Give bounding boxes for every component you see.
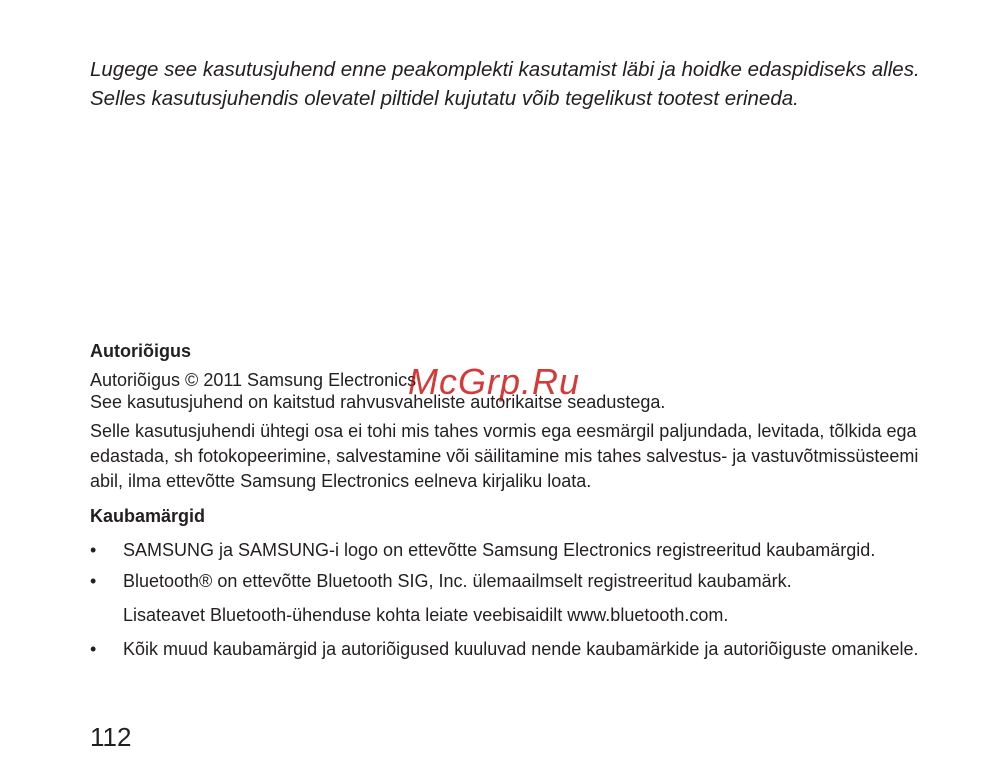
bullet-icon: • [90, 571, 97, 591]
trademarks-list-continued [90, 638, 930, 661]
copyright-protection-text: See kasutusjuhend on kaitstud rahvusvaheliste autorikaitse seadustega. [90, 392, 666, 412]
bluetooth-info-text: Lisateavet Bluetooth-ühenduse kohta leiate veebisaidilt www.bluetooth.com. [123, 605, 729, 625]
bullet-icon: • [90, 540, 97, 560]
copyright-heading: Autoriõigus [90, 341, 191, 361]
trademarks-heading: Kaubamärgid [90, 506, 206, 526]
list-item [90, 570, 930, 593]
watermark: McGrp.Ru [408, 361, 581, 402]
intro-text [90, 55, 930, 113]
intro-line-2: Selles kasutusjuhendis olevatel piltidel kujutatu võib tegelikust tootest erineda. [90, 87, 799, 110]
trademark-item-samsung: SAMSUNG ja SAMSUNG-i logo on ettevõtte Samsung Electronics registreeritud kaubamärgid. [123, 540, 876, 560]
copyright-restriction-text: Selle kasutusjuhendi ühtegi osa ei tohi mis tahes vormis ega eesmärgil paljundada, levitada, tõlkida ega edastada, sh fotokopeerimine, salvestamine või säilitamine mis tahes salvestus- ja vastuvõtmissüsteemi abil, ilma ettevõtte Samsung Electronics eelneva kirjaliku loata. [90, 421, 919, 491]
trademarks-list [90, 539, 930, 593]
copyright-notice: Autoriõigus © 2011 Samsung Electronics [90, 370, 417, 390]
trademarks-section [90, 505, 930, 661]
list-item [90, 539, 930, 562]
bullet-icon: • [90, 639, 97, 659]
trademark-item-other: Kõik muud kaubamärgid ja autoriõigused kuuluvad nende kaubamärkide ja autoriõiguste omanikele. [123, 639, 919, 659]
intro-line-1: Lugege see kasutusjuhend enne peakomplekti kasutamist läbi ja hoidke edaspidiseks alles. [90, 58, 920, 81]
page-number: 112 [90, 722, 132, 752]
trademark-item-bluetooth: Bluetooth® on ettevõtte Bluetooth SIG, Inc. ülemaailmselt registreeritud kaubamärk. [123, 571, 792, 591]
list-item [90, 638, 930, 661]
